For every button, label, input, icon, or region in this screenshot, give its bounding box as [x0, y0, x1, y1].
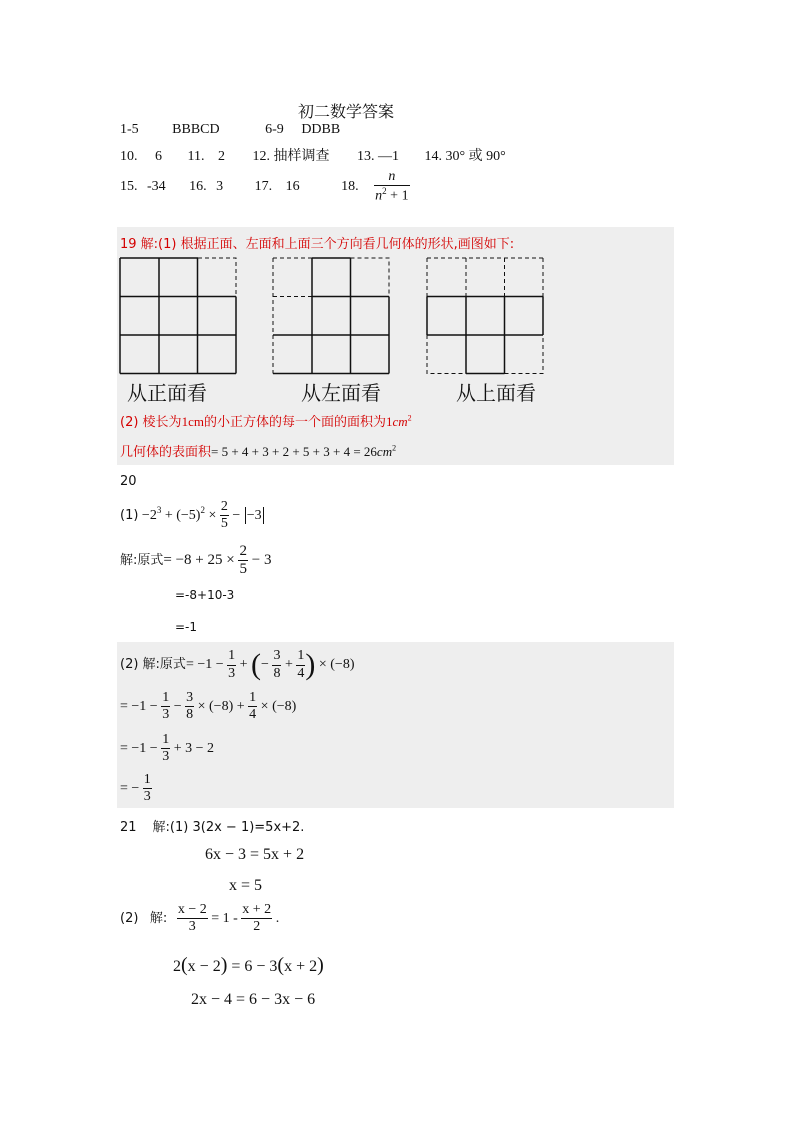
q21-step-4: 2x − 4 = 6 − 3x − 6 [191, 991, 316, 1008]
label-18: 18. [341, 179, 359, 195]
range-6-9: 6-9 [265, 122, 284, 137]
answer-row-2 [120, 145, 506, 165]
q21-part1: 21 解:(1) 3(2x − 1)=5x+2. [120, 820, 305, 835]
answer-13: 13. —1 [356, 149, 399, 164]
answers-1-5: BBBCD [172, 122, 220, 137]
answer-row-3 [120, 169, 410, 205]
answer-12: 12. 抽样调查 [252, 149, 330, 164]
answers-6-9: DDBB [301, 122, 341, 137]
q19-part2: (2) 棱长为1cm的小正方体的每一个面的面积为$1cm^2$ [120, 413, 412, 430]
answer-10: 6 [155, 149, 162, 164]
q21-step-1: 6x − 3 = 5x + 2 [205, 846, 305, 863]
q21-part2-equation: (2) 解: $\frac{x - 2}{3}$ = 1 - $\frac{x + 2}{2}$ . [120, 902, 280, 935]
answer-18-denominator: $n^2 + 1$ [375, 186, 409, 204]
answer-18-numerator: n [374, 169, 409, 186]
q20-step-1: =-8+10-3 [175, 588, 235, 602]
q19-header: 19 解:(1) 根据正面、左面和上面三个方向看几何体的形状,画图如下: [120, 237, 515, 252]
q20-number: 20 [120, 474, 137, 489]
q20-part2-line-2: = −1 − $\frac{1}{3}$ − $\frac{3}{8}$ × (−8) + $\frac{1}{4}$ × (−8) [120, 690, 297, 723]
front-view-drawing [120, 258, 238, 374]
front-view-label: 从正面看 [127, 381, 207, 405]
q20-part2-line-1: (2) 解:原式= −1 − $\frac{1}{3}$ + (− $\frac{3}{8}$ + $\frac{1}{4}$ ) × (−8) [120, 648, 355, 681]
top-view-drawing [427, 258, 545, 374]
answer-15: -34 [147, 179, 166, 195]
left-view-label: 从左面看 [301, 381, 381, 405]
answer-14: 14. 30° 或 90° [424, 149, 506, 164]
left-view-drawing [273, 258, 391, 374]
page-title: 初二数学答案 [298, 104, 395, 121]
label-16: 16. [189, 179, 207, 195]
q19-surface-area: 几何体的表面积= $5 + 4 + 3 + 2 + 5 + 3 + 4 = 26cm^2$ [120, 443, 397, 460]
label-11: 11. [187, 149, 205, 164]
top-view-label: 从上面看 [456, 381, 536, 405]
q20-step-2: =-1 [175, 620, 198, 634]
range-1-5: 1-5 [120, 122, 139, 137]
label-17: 17. [254, 179, 273, 195]
q20-part2-line-3: = −1 − $\frac{1}{3}$ + 3 − 2 [120, 732, 214, 765]
answer-18-fraction [374, 169, 409, 205]
q20-part2-line-4: = − $\frac{1}{3}$ [120, 772, 151, 805]
q21-step-2: x = 5 [229, 877, 263, 894]
q20-part1-solution: 解:原式= −8 + 25 × $\frac{2}{5}$ − 3 [120, 543, 272, 578]
q20-part1-expression: $(1) -2^3 + (-5)^2$ × $\frac{2}{5}$ − −3 [120, 499, 262, 532]
answer-11: 2 [217, 149, 225, 164]
label-10: 10. [120, 149, 138, 164]
q21-step-3: 2(x − 2) = 6 − 3(x + 2) [173, 954, 324, 976]
answer-17: 16 [285, 179, 300, 195]
answer-16: 3 [216, 179, 224, 195]
label-15: 15. [120, 179, 138, 195]
answer-row-1 [120, 122, 340, 138]
